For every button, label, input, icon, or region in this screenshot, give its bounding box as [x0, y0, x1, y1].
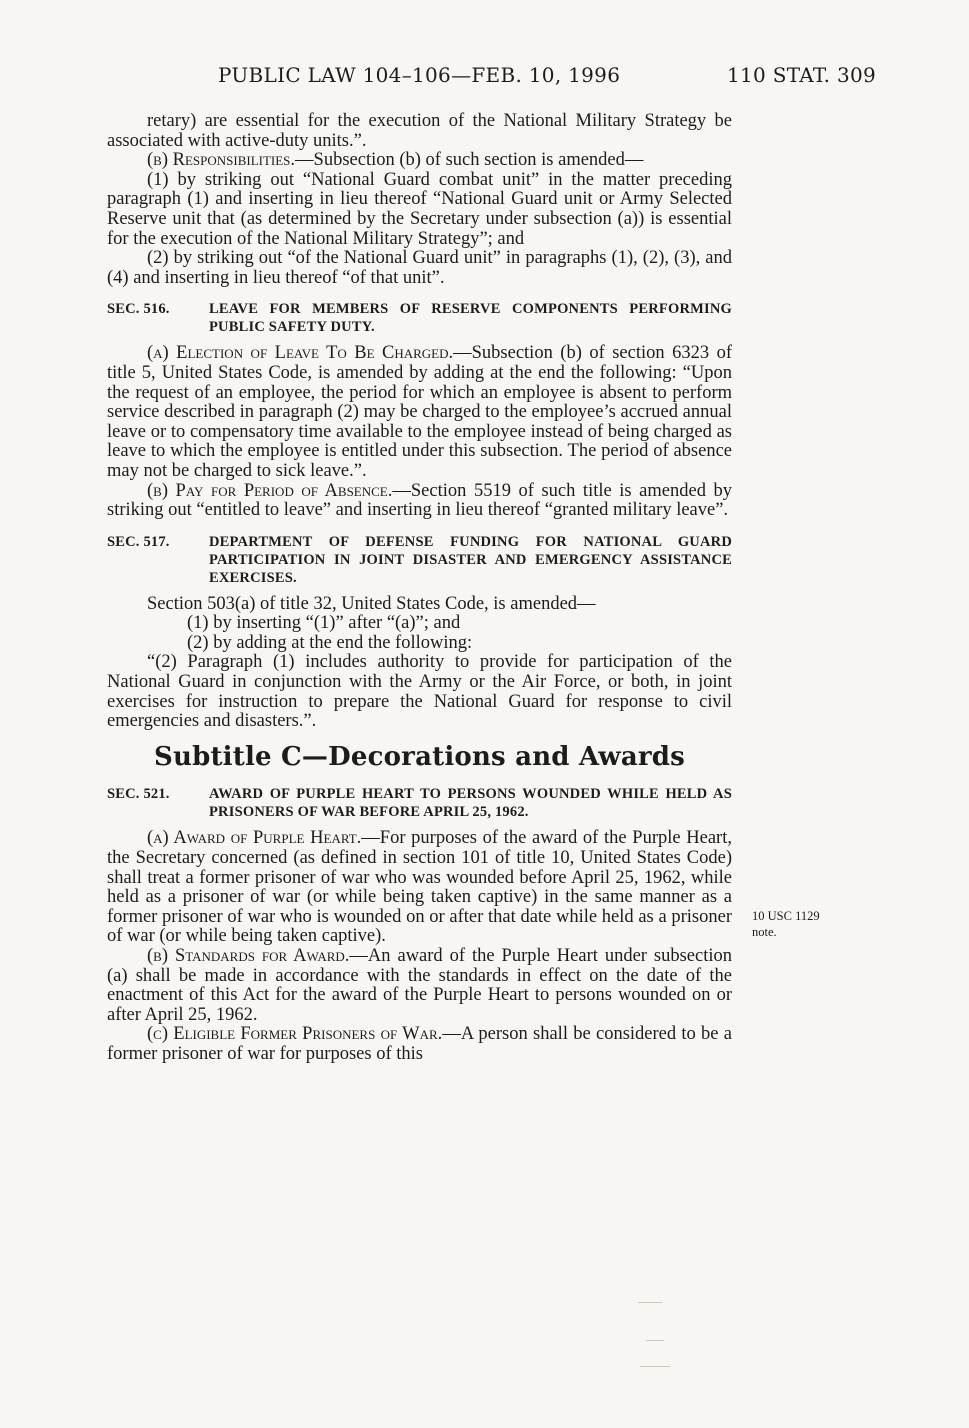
section-number: SEC. 517.	[107, 533, 170, 550]
subsection-text: —A person shall be considered to be a former prisoner of war for purposes of this	[107, 1024, 733, 1064]
subsection-heading: (c) Eligible Former Prisoners of War.	[147, 1024, 443, 1045]
paragraph-item-1: (1) by inserting “(1)” after “(a)”; and	[187, 613, 461, 634]
paragraph-item-2: (2) by adding at the end the following:	[187, 632, 473, 653]
paragraph-item-2: (2) by striking out “of the National Guard unit” in paragraphs (1), (2), (3), and (4) and inserting in lieu thereof “of that unit”.	[107, 248, 732, 288]
subsection-text: —Section 5519 of such title is amended by striking out “entitled to leave” and inserting in lieu thereof “granted military leave”.	[107, 480, 732, 521]
section-heading-521	[107, 785, 732, 821]
margin-note-line-2: note.	[752, 925, 777, 939]
subsection-heading: (b) Responsibilities.	[147, 150, 296, 171]
subsection-text: —An award of the Purple Heart under subsection (a) shall be made in accordance with the standards in effect on the date of the enactment of this Act for the award of the Purple Heart to persons wounded on or after April 25, 1962.	[107, 946, 733, 1025]
subsection-heading: (a) Election of Leave To Be Charged.	[147, 343, 454, 364]
paragraph-standards-for-award	[107, 947, 732, 1025]
section-title: DEPARTMENT OF DEFENSE FUNDING FOR NATIONAL GUARD PARTICIPATION IN JOINT DISASTER AND EMERGENCY ASSISTANCE EXERCISES.	[209, 533, 732, 586]
subsection-text: —Subsection (b) of such section is amended—	[295, 150, 644, 171]
document-body	[107, 112, 732, 1065]
subsection-heading: (b) Standards for Award.	[147, 946, 350, 966]
paragraph-pay-for-absence	[107, 482, 732, 521]
subsection-text: —For purposes of the award of the Purple Heart, the Secretary concerned (as defined in section 101 of title 10, United States Code) shall treat a former prisoner of war who was wounded before April 25, 1962, while held as a prisoner of war (or while being taken captive) in the same manner as a former prisoner of war who is wounded on or after that date while held as a prisoner of war (or while being taken captive).	[107, 828, 732, 947]
subsection-heading: (b) Pay for Period of Absence.	[147, 480, 393, 501]
subtitle-heading: Subtitle C—Decorations and Awards	[154, 741, 685, 772]
paragraph-item-1: (1) by striking out “National Guard combat unit” in the matter preceding paragraph (1) and inserting in lieu thereof “National Guard unit or Army Selected Reserve unit that (as determined by the Secretary under subsection (a)) is essential for the execution of the National Military Strategy”; and	[107, 169, 732, 249]
paragraph-quoted-text: “(2) Paragraph (1) includes authority to provide for participation of the National Guard in conjunction with the Army or the Air Force, or both, in joint exercises for instruction to prepare the National Guard for response to civil emergencies and disasters.”.	[107, 652, 732, 732]
subsection-text: —Subsection (b) of section 6323 of title 5, United States Code, is amended by adding at the end the following: “Upon the request of an employee, the period for which an employee is absent to perform service described in paragraph (2) may be charged to the employee’s accrued annual leave or to compensatory time available to the employee instead of being charged as leave to which the employee is entitled under this subsection. The period of absence may not be charged to sick leave.”.	[107, 343, 732, 481]
paragraph-responsibilities	[107, 151, 732, 171]
scan-mark	[640, 1366, 670, 1367]
margin-note	[752, 908, 862, 940]
scan-mark	[646, 1340, 664, 1341]
paragraph-eligible-former-prisoners	[107, 1025, 732, 1064]
page-reference: 110 STAT. 309	[727, 63, 877, 87]
section-heading-517	[107, 533, 732, 587]
paragraph-continued: retary) are essential for the execution of the National Military Strategy be associated with active-duty units.”.	[107, 111, 732, 151]
scan-mark	[638, 1302, 662, 1303]
section-title: LEAVE FOR MEMBERS OF RESERVE COMPONENTS PERFORMING PUBLIC SAFETY DUTY.	[209, 301, 732, 336]
paragraph-award-of-purple-heart	[107, 829, 732, 947]
subsection-heading: (a) Award of Purple Heart.	[147, 828, 362, 849]
paragraph-election-of-leave	[107, 344, 732, 481]
section-heading-516	[107, 300, 732, 336]
section-title: AWARD OF PURPLE HEART TO PERSONS WOUNDED WHILE HELD AS PRISONERS OF WAR BEFORE APRIL 25, 1962.	[209, 786, 732, 821]
paragraph-section-503: Section 503(a) of title 32, United States Code, is amended—	[147, 593, 596, 614]
running-head: PUBLIC LAW 104–106—FEB. 10, 1996	[218, 63, 621, 87]
section-number: SEC. 516.	[107, 301, 170, 318]
margin-note-line-1: 10 USC 1129	[752, 909, 820, 923]
section-number: SEC. 521.	[107, 786, 170, 803]
